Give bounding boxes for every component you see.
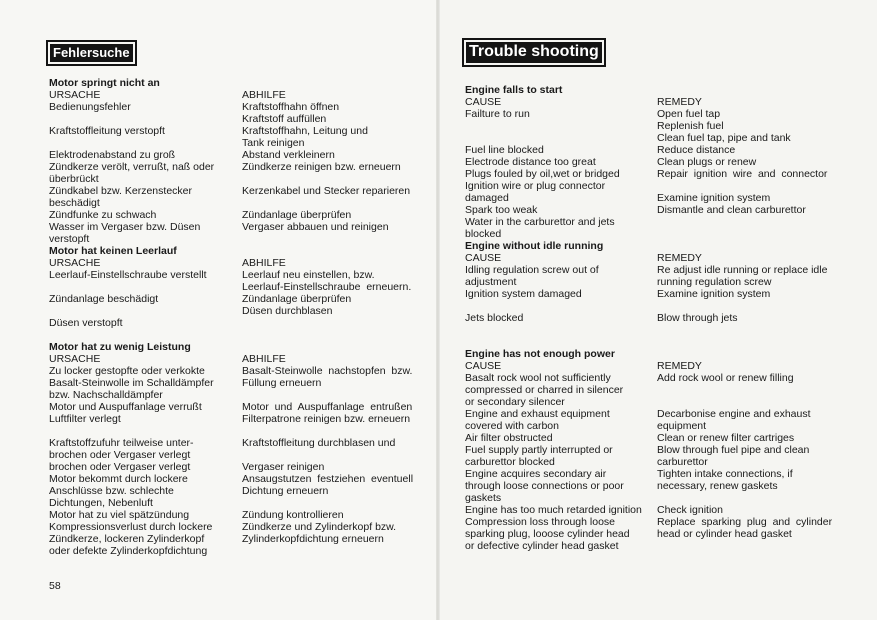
text-line: Motor und Auspuffanlage verrußt xyxy=(49,401,202,413)
text-line xyxy=(49,281,214,293)
text-line xyxy=(49,113,214,125)
text-line: Idling regulation screw out of xyxy=(465,264,599,276)
text-line: Zündanlage überprüfen xyxy=(242,293,352,305)
text-line: Ansaugstutzen festziehen eventuell xyxy=(242,473,414,485)
text-line: Open fuel tap xyxy=(657,108,721,120)
text-line: Replace sparking plug and cylinder xyxy=(657,516,833,528)
text-line: URSACHE xyxy=(49,257,101,269)
text-line: Examine ignition system xyxy=(657,288,771,300)
text-line xyxy=(242,497,413,509)
text-line: sparking plug, looose cylinder head xyxy=(465,528,630,540)
section-heading: Motor springt nicht an xyxy=(49,77,160,89)
text-line: Düsen durchblasen xyxy=(242,305,333,317)
text-line: Failture to run xyxy=(465,108,530,120)
text-line: head or cylinder head gasket xyxy=(657,528,792,540)
text-line: Ignition system damaged xyxy=(465,288,582,300)
text-line: Re adjust idle running or replace idle xyxy=(657,264,828,276)
text-line xyxy=(49,305,214,317)
text-line: CAUSE xyxy=(465,96,502,108)
text-line xyxy=(242,449,413,461)
text-line: Motor bekommt durch lockere xyxy=(49,473,188,485)
text-line xyxy=(657,396,832,408)
text-line: Leerlauf-Einstellschraube erneuern. xyxy=(242,281,412,293)
text-line: Engine has too much retarded ignition xyxy=(465,504,642,516)
section-heading: Engine has not enough power xyxy=(465,348,615,360)
text-line: Kraftstoffzufuhr teilweise unter- xyxy=(49,437,194,449)
text-line: Zündkerze und Zylinderkopf bzw. xyxy=(242,521,397,533)
text-line: CAUSE xyxy=(465,252,502,264)
text-line: Vergaser abbauen und reinigen xyxy=(242,221,389,233)
text-line: Jets blocked xyxy=(465,312,524,324)
left-cause-column xyxy=(49,77,214,557)
text-line xyxy=(49,137,214,149)
text-line: Blow through fuel pipe and clean xyxy=(657,444,810,456)
text-line: Leerlauf neu einstellen, bzw. xyxy=(242,269,375,281)
text-line: Motor hat zu viel spätzündung xyxy=(49,509,190,521)
text-line xyxy=(242,197,413,209)
text-line: Zylinderkopfdichtung erneuern xyxy=(242,533,384,545)
text-line xyxy=(657,384,832,396)
text-line: Plugs fouled by oil,wet or bridged xyxy=(465,168,620,180)
text-line: Zündkerze reinigen bzw. erneuern xyxy=(242,161,401,173)
text-line: Zündkabel bzw. Kerzenstecker xyxy=(49,185,192,197)
text-line: Leerlauf-Einstellschraube verstellt xyxy=(49,269,207,281)
text-line xyxy=(657,348,832,360)
text-line: carburettor xyxy=(657,456,708,468)
text-line: Tank reinigen xyxy=(242,137,305,149)
text-line: gaskets xyxy=(465,492,502,504)
left-page-title: Fehlersuche xyxy=(49,43,134,63)
text-line: Filterpatrone reinigen bzw. erneuern xyxy=(242,413,411,425)
text-line: Add rock wool or renew filling xyxy=(657,372,794,384)
text-line xyxy=(465,300,642,312)
text-line: carburettor blocked xyxy=(465,456,555,468)
text-line: Elektrodenabstand zu groß xyxy=(49,149,176,161)
text-line: Fuel line blocked xyxy=(465,144,544,156)
text-line: Dismantle and clean carburettor xyxy=(657,204,806,216)
text-line xyxy=(657,180,832,192)
text-line: REMEDY xyxy=(657,96,702,108)
text-line: URSACHE xyxy=(49,89,101,101)
text-line: Kraftstoffleitung verstopft xyxy=(49,125,165,137)
text-line xyxy=(242,389,413,401)
text-line xyxy=(657,492,832,504)
text-line: beschädigt xyxy=(49,197,100,209)
section-heading: Engine falls to start xyxy=(465,84,563,96)
text-line: Dichtungen, Nebenluft xyxy=(49,497,153,509)
text-line: Anschlüsse bzw. schlechte xyxy=(49,485,174,497)
text-line: Bedienungsfehler xyxy=(49,101,131,113)
text-line: REMEDY xyxy=(657,252,702,264)
page-fold xyxy=(436,0,440,620)
text-line: Clean fuel tap, pipe and tank xyxy=(657,132,791,144)
text-line: Repair ignition wire and connector xyxy=(657,168,828,180)
text-line xyxy=(242,425,413,437)
text-line: compressed or charred in silencer xyxy=(465,384,624,396)
text-line: Abstand verkleinern xyxy=(242,149,335,161)
text-line: or secondary silencer xyxy=(465,396,565,408)
text-line: Kraftstoffhahn öffnen xyxy=(242,101,340,113)
text-line: Water in the carburettor and jets xyxy=(465,216,615,228)
text-line: URSACHE xyxy=(49,353,101,365)
text-line: Decarbonise engine and exhaust xyxy=(657,408,811,420)
text-line: Wasser im Vergaser bzw. Düsen xyxy=(49,221,201,233)
section-heading: Motor hat keinen Leerlauf xyxy=(49,245,177,257)
text-line xyxy=(49,329,214,341)
text-line: adjustment xyxy=(465,276,517,288)
text-line: Zu locker gestopfte oder verkokte xyxy=(49,365,205,377)
text-line: damaged xyxy=(465,192,509,204)
right-remedy-column xyxy=(657,84,832,540)
text-line: Kraftstoff auffüllen xyxy=(242,113,327,125)
right-cause-column xyxy=(465,84,642,552)
text-line: Examine ignition system xyxy=(657,192,771,204)
text-line: brochen oder Vergaser verlegt xyxy=(49,461,191,473)
text-line: ABHILFE xyxy=(242,257,286,269)
text-line: Zündung kontrollieren xyxy=(242,509,344,521)
text-line: Luftfilter verlegt xyxy=(49,413,121,425)
text-line: Ignition wire or plug connector xyxy=(465,180,606,192)
text-line xyxy=(465,120,642,132)
text-line xyxy=(242,317,413,329)
text-line: through loose connections or poor xyxy=(465,480,624,492)
text-line xyxy=(657,84,832,96)
text-line: Vergaser reinigen xyxy=(242,461,325,473)
text-line: REMEDY xyxy=(657,360,702,372)
text-line: Engine acquires secondary air xyxy=(465,468,607,480)
text-line: Check ignition xyxy=(657,504,723,516)
text-line: Spark too weak xyxy=(465,204,538,216)
text-line xyxy=(657,324,832,336)
text-line: Reduce distance xyxy=(657,144,736,156)
text-line xyxy=(657,228,832,240)
text-line: ABHILFE xyxy=(242,89,286,101)
right-page-title: Trouble shooting xyxy=(465,41,603,64)
text-line: verstopft xyxy=(49,233,90,245)
text-line: blocked xyxy=(465,228,502,240)
text-line xyxy=(242,329,413,341)
text-line: running regulation screw xyxy=(657,276,772,288)
text-line: Basalt-Steinwolle nachstopfen bzw. xyxy=(242,365,413,377)
text-line: Basalt-Steinwolle im Schalldämpfer xyxy=(49,377,214,389)
text-line: necessary, renew gaskets xyxy=(657,480,778,492)
text-line: Engine and exhaust equipment xyxy=(465,408,610,420)
text-line xyxy=(657,240,832,252)
text-line: or defective cylinder head gasket xyxy=(465,540,619,552)
text-line: Replenish fuel xyxy=(657,120,724,132)
text-line: Air filter obstructed xyxy=(465,432,553,444)
text-line: überbrückt xyxy=(49,173,99,185)
text-line xyxy=(242,77,413,89)
text-line: Zündanlage beschädigt xyxy=(49,293,159,305)
left-remedy-column xyxy=(242,77,413,545)
text-line: Tighten intake connections, if xyxy=(657,468,793,480)
text-line xyxy=(242,245,413,257)
text-line: Kraftstoffleitung durchblasen und xyxy=(242,437,396,449)
text-line: CAUSE xyxy=(465,360,502,372)
text-line xyxy=(49,425,214,437)
text-line xyxy=(242,173,413,185)
text-line: bzw. Nachschalldämpfer xyxy=(49,389,163,401)
page-number: 58 xyxy=(49,580,61,592)
text-line xyxy=(242,233,413,245)
text-line xyxy=(657,216,832,228)
text-line: Kerzenkabel und Stecker reparieren xyxy=(242,185,411,197)
text-line: Motor und Auspuffanlage entrußen xyxy=(242,401,413,413)
text-line: Electrode distance too great xyxy=(465,156,596,168)
text-line: covered with carbon xyxy=(465,420,559,432)
text-line: Blow through jets xyxy=(657,312,738,324)
text-line xyxy=(242,341,413,353)
text-line xyxy=(465,324,642,336)
text-line: Kompressionsverlust durch lockere xyxy=(49,521,213,533)
text-line: Zündkerze verölt, verrußt, naß oder xyxy=(49,161,215,173)
text-line: Basalt rock wool not sufficiently xyxy=(465,372,611,384)
text-line: Füllung erneuern xyxy=(242,377,322,389)
text-line: Clean plugs or renew xyxy=(657,156,757,168)
text-line: Kraftstoffhahn, Leitung und xyxy=(242,125,368,137)
text-line: Zündkerze, lockeren Zylinderkopf xyxy=(49,533,205,545)
text-line: Dichtung erneuern xyxy=(242,485,329,497)
text-line: equipment xyxy=(657,420,707,432)
text-line: Zündfunke zu schwach xyxy=(49,209,157,221)
text-line xyxy=(465,336,642,348)
text-line: Zündanlage überprüfen xyxy=(242,209,352,221)
text-line: oder defekte Zylinderkopfdichtung xyxy=(49,545,208,557)
text-line: Fuel supply partly interrupted or xyxy=(465,444,613,456)
text-line: Düsen verstopft xyxy=(49,317,123,329)
text-line: Clean or renew filter cartriges xyxy=(657,432,795,444)
text-line: ABHILFE xyxy=(242,353,286,365)
text-line: brochen oder Vergaser verlegt xyxy=(49,449,191,461)
text-line xyxy=(657,336,832,348)
text-line: Compression loss through loose xyxy=(465,516,615,528)
section-heading: Motor hat zu wenig Leistung xyxy=(49,341,191,353)
section-heading: Engine without idle running xyxy=(465,240,604,252)
text-line xyxy=(657,300,832,312)
text-line xyxy=(465,132,642,144)
